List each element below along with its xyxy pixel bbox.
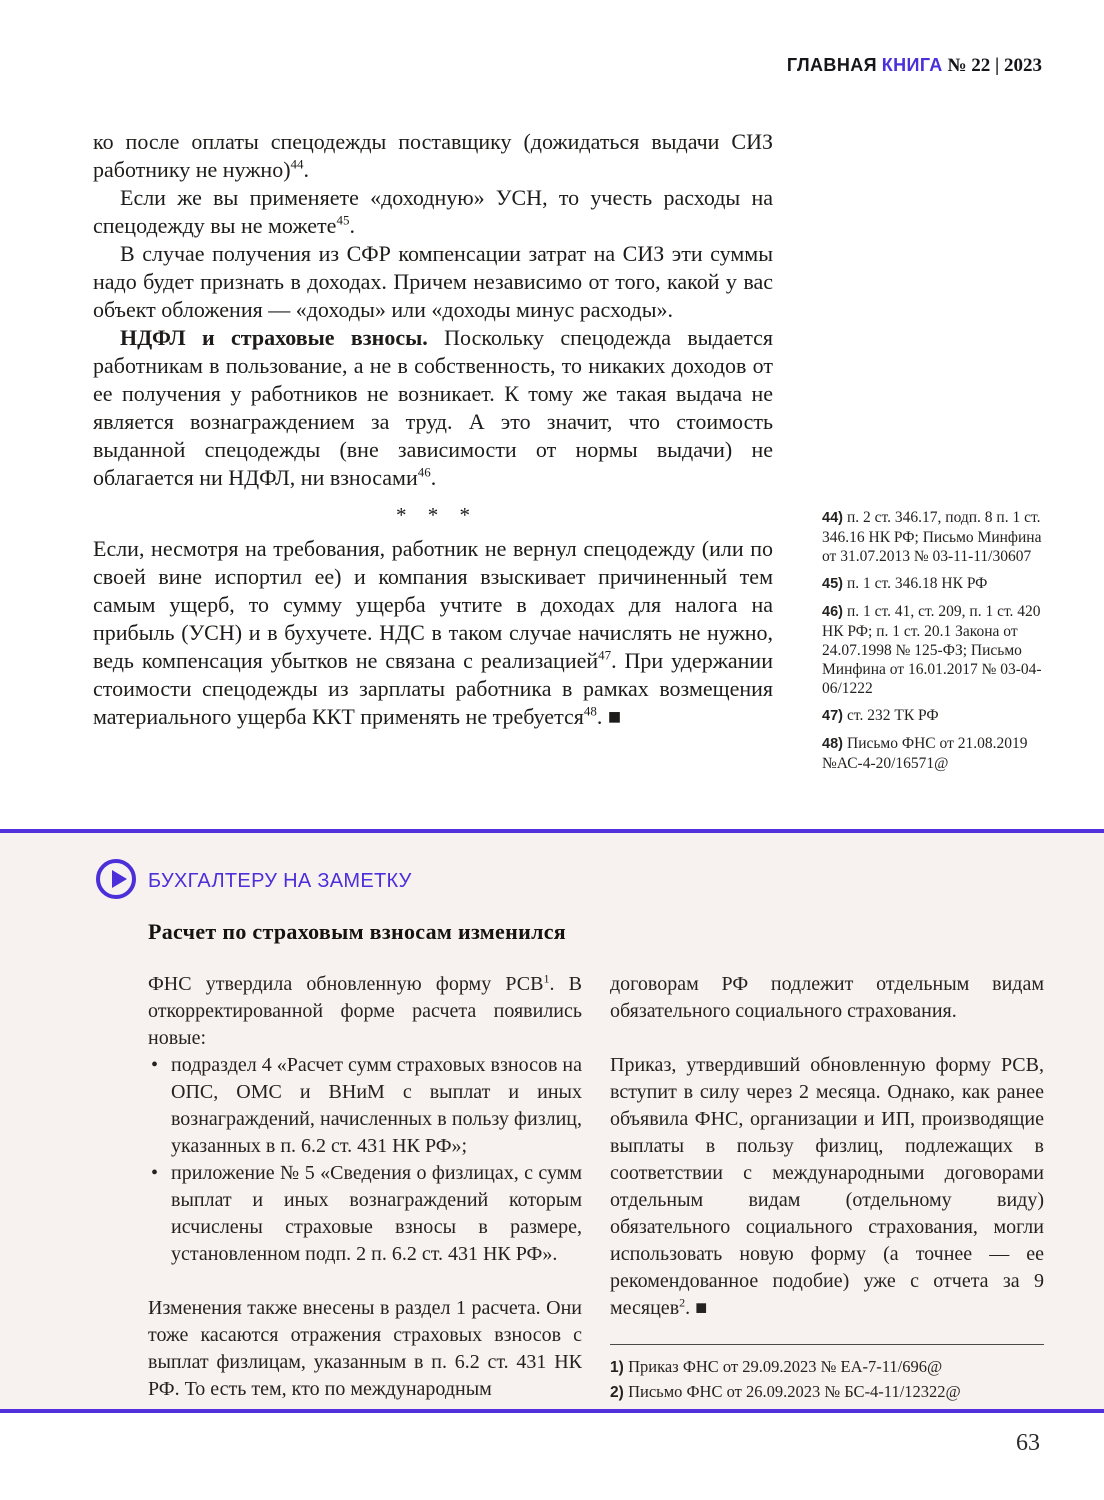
- footnote-number: 48): [822, 736, 847, 752]
- text-segment: договорам РФ подлежит отдельным видам обязательного социального страхования.: [610, 973, 1044, 1022]
- section-separator: * * *: [396, 503, 478, 527]
- footnote-number: 1): [610, 1359, 629, 1376]
- note-title: Расчет по страховым взносам изменился: [148, 919, 566, 944]
- footnote-number: 46): [822, 604, 847, 620]
- text-segment: Изменения также внесены в раздел 1 расчета. Они тоже касаются отражения страховых взносов с выплат физлицам, указанным в п. 6.2 ст. 431 НК РФ. То есть тем, кто по международным: [148, 1297, 582, 1400]
- note-column-right-body: [610, 971, 1044, 1322]
- text-segment: . ■: [685, 1297, 708, 1319]
- footnote-ref: 47: [598, 647, 612, 663]
- bullet-item: [148, 1052, 582, 1160]
- note-column-right: [610, 971, 1044, 1405]
- footnote-number: 45): [822, 576, 847, 592]
- text-segment: .: [303, 157, 310, 182]
- paragraph: [93, 184, 773, 240]
- footnote: 44) п. 2 ст. 346.17, подп. 8 п. 1 ст. 346.16 НК РФ; Письмо Минфина от 31.07.2013 № 03-11-11/30607: [822, 509, 1042, 565]
- text-segment: . В откорректированной форме расчета появились новые:: [148, 973, 582, 1049]
- footnote-number: 47): [822, 708, 847, 724]
- footnote: 47) ст. 232 ТК РФ: [822, 707, 939, 724]
- play-icon: [96, 859, 136, 899]
- note-section: [0, 829, 1104, 1413]
- text-segment: подраздел 4 «Расчет сумм страховых взносов на ОПС, ОМС и ВНиМ с выплат и иных вознаграждений, начисленных в пользу физлиц, указанных в п. 6.2 ст. 431 НК РФ»;: [171, 1054, 582, 1157]
- footnote-ref: 45: [336, 212, 350, 228]
- sidebar-footnotes: [822, 508, 1050, 781]
- footnote: 2) Письмо ФНС от 26.09.2023 № БС-4-11/12322@: [610, 1382, 961, 1401]
- text-segment: Поскольку спецодежда выдается работникам в пользование, а не в собственность, то никаких доходов от ее получения у работников не возникает. К тому же такая выдача не является вознаграждением за труд. А это значит, что стоимость выданной спецодежды (вне зависимости от нормы выдачи) не облагается ни НДФЛ, ни взносами: [93, 325, 773, 490]
- footnote: 1) Приказ ФНС от 29.09.2023 № ЕА-7-11/696@: [610, 1357, 943, 1376]
- text-segment: В случае получения из СФР компенсации затрат на СИЗ эти суммы надо будет признать в доходах. Причем независимо от того, какой у вас объект обложения — «доходы» или «доходы минус расходы».: [93, 241, 773, 322]
- text-segment: ко после оплаты спецодежды поставщику (дожидаться выдачи СИЗ работнику не нужно): [93, 129, 773, 182]
- masthead: [787, 55, 1042, 77]
- footnote: 48) Письмо ФНС от 21.08.2019 №АС-4-20/16571@: [822, 735, 1028, 772]
- text-segment: НДФЛ и страховые взносы.: [120, 325, 428, 350]
- paragraph: [93, 240, 773, 324]
- text-segment: . При удержании стоимости спецодежды из зарплаты работника в рамках возмещения материального ущерба ККТ применять не требуется: [93, 648, 773, 729]
- issue-number: № 22 | 2023: [947, 55, 1042, 76]
- text-segment: .: [430, 465, 437, 490]
- footnote-ref: 48: [583, 703, 597, 719]
- footnote: 46) п. 1 ст. 41, ст. 209, п. 1 ст. 420 НК РФ; п. 1 ст. 20.1 Закона от 24.07.1998 № 125-ФЗ; Письмо Минфина от 16.01.2017 № 03-04-06/1222: [822, 603, 1042, 697]
- text-segment: Приказ, утвердивший обновленную форму РСВ, вступит в силу через 2 месяца. Однако, как ранее объявила ФНС, организации и ИП, производящие выплаты в пользу физлиц, подлежащих в соответствии с международными договорами отдельным видам (отдельному виду) обязательного социального страхования, могли использовать новую форму (а точнее — ее рекомендованное подобие) уже с отчета за 9 месяцев: [610, 1054, 1044, 1319]
- footnote-number: 44): [822, 510, 847, 526]
- paragraph: [93, 535, 773, 731]
- brand-name-part1: ГЛАВНАЯ: [786, 55, 877, 75]
- paragraph: [610, 971, 1044, 1025]
- footnote: 45) п. 1 ст. 346.18 НК РФ: [822, 575, 988, 592]
- footnote-ref: 46: [417, 464, 431, 480]
- note-column-left: [148, 971, 582, 1405]
- paragraph: [148, 1295, 582, 1403]
- text-segment: . ■: [596, 704, 622, 729]
- text-segment: Если же вы применяете «доходную» УСН, то учесть расходы на спецодежду вы не можете: [93, 185, 773, 238]
- brand-name-part2: КНИГА: [881, 55, 943, 75]
- footnote-ref: 44: [290, 156, 304, 172]
- footnote-ref: 1: [543, 971, 550, 986]
- footnote-ref: 2: [679, 1295, 686, 1310]
- footnote-number: 2): [610, 1384, 629, 1401]
- text-segment: приложение № 5 «Сведения о физлицах, с сумм выплат и иных вознаграждений которым исчислены страховые взносы в размере, установленном подп. 2 п. 6.2 ст. 431 НК РФ».: [171, 1162, 582, 1265]
- play-triangle-icon: [112, 870, 127, 888]
- paragraph: [93, 128, 773, 184]
- text-segment: .: [349, 213, 355, 238]
- bullet-item: [148, 1160, 582, 1268]
- paragraph: [610, 1052, 1044, 1322]
- note-footnotes: [610, 1355, 1044, 1405]
- article-body: [93, 128, 773, 731]
- page-number: 63: [1016, 1430, 1040, 1456]
- bullet-list: [148, 1052, 582, 1268]
- paragraph: [148, 971, 582, 1052]
- note-kicker: БУХГАЛТЕРУ НА ЗАМЕТКУ: [148, 870, 412, 892]
- paragraph: [93, 324, 773, 492]
- text-segment: Если, несмотря на требования, работник не вернул спецодежду (или по своей вине испортил ее) и компания взыскивает причиненный тем самым ущерб, то сумму ущерба учтите в доходах для налога на прибыль (УСН) и в бухучете. НДС в таком случае начислять не нужно, ведь компенсация убытков не связана с реализацией: [93, 536, 773, 673]
- text-segment: ФНС утвердила обновленную форму РСВ: [148, 973, 544, 995]
- note-columns: [148, 971, 1044, 1405]
- note-divider: [610, 1344, 1044, 1345]
